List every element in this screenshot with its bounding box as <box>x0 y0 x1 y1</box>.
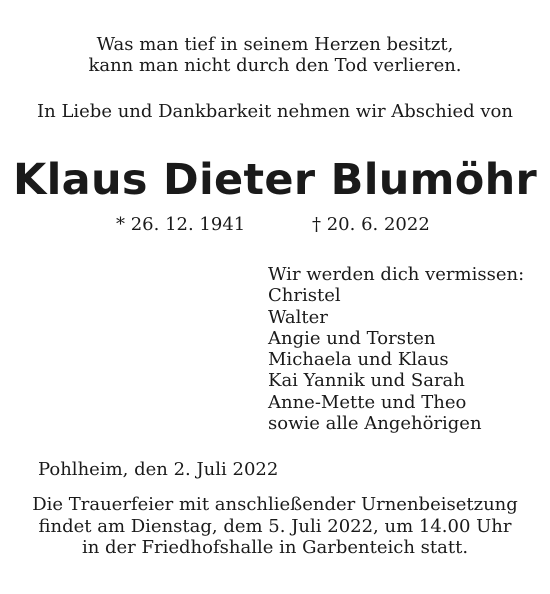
service-line-3: in der Friedhofshalle in Garbenteich statt. <box>81 537 469 558</box>
mourner-name: Angie und Torsten <box>268 327 436 349</box>
verse-line-2: kann man nicht durch den Tod verlieren. <box>88 55 462 76</box>
mourner-name: Anne-Mette und Theo <box>268 391 467 413</box>
intro-text: In Liebe und Dankbarkeit nehmen wir Abschied von <box>37 101 513 122</box>
place-date: Pohlheim, den 2. Juli 2022 <box>38 459 279 480</box>
birth-date: * 26. 12. 1941 <box>116 214 246 235</box>
mourner-name: Walter <box>268 306 328 328</box>
mourner-name: sowie alle Angehörigen <box>268 413 482 435</box>
mourner-name: Michaela und Klaus <box>268 349 449 371</box>
service-line-1: Die Trauerfeier mit anschließender Urnenbeisetzung <box>32 494 518 515</box>
mourners-block <box>268 264 524 434</box>
mourner-name: Kai Yannik und Sarah <box>268 370 465 392</box>
mourner-name: Christel <box>268 285 341 307</box>
service-line-2: findet am Dienstag, dem 5. Juli 2022, um 14.00 Uhr <box>38 515 512 537</box>
funeral-service-info <box>0 494 550 559</box>
verse-line-1: Was man tief in seinem Herzen besitzt, <box>96 34 454 55</box>
mourners-heading: Wir werden dich vermissen: <box>268 264 525 285</box>
death-date: † 20. 6. 2022 <box>312 214 430 235</box>
deceased-name: Klaus Dieter Blumöhr <box>12 155 538 205</box>
